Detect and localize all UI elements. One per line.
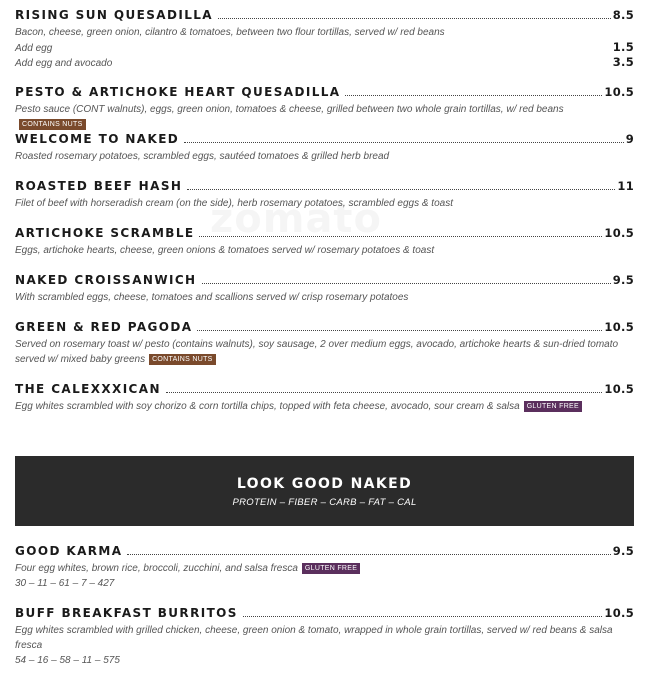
addon-row xyxy=(15,55,634,70)
item-price: 9 xyxy=(625,132,634,146)
banner-subtitle: PROTEIN – FIBER – CARB – FAT – CAL xyxy=(232,497,417,508)
item-description: Bacon, cheese, green onion, cilantro & tomatoes, between two flour tortillas, served w/ red beans xyxy=(15,27,445,38)
menu-item xyxy=(15,8,634,70)
description-text: Egg whites scrambled with soy chorizo & corn tortilla chips, topped with feta cheese, avocado, sour cream & salsa xyxy=(15,401,520,412)
menu-item xyxy=(15,179,634,211)
item-price: 10.5 xyxy=(604,320,634,334)
contains-nuts-badge: CONTAINS NUTS xyxy=(19,119,86,130)
macros-values: 54 – 16 – 58 – 11 – 575 xyxy=(15,655,120,666)
section-banner xyxy=(15,456,634,526)
leader-dots xyxy=(218,17,611,19)
item-price: 9.5 xyxy=(612,273,634,287)
item-description: With scrambled eggs, cheese, tomatoes and scallions served w/ crisp rosemary potatoes xyxy=(15,292,409,303)
item-description: Egg whites scrambled with grilled chicken, cheese, green onion & tomato, wrapped in whole grain tortillas, served w/ red beans & salsa fresca xyxy=(15,625,613,651)
item-price: 8.5 xyxy=(612,8,634,22)
item-name: GREEN & RED PAGODA xyxy=(15,320,193,334)
item-name: ARTICHOKE SCRAMBLE xyxy=(15,226,195,240)
menu-item xyxy=(15,132,634,164)
menu-item xyxy=(15,320,634,367)
item-name: NAKED CROISSANWICH xyxy=(15,273,197,287)
item-description xyxy=(15,561,634,576)
leader-dots xyxy=(127,553,610,555)
item-description: Filet of beef with horseradish cream (on the side), herb rosemary potatoes, scrambled eggs & toast xyxy=(15,198,453,209)
contains-nuts-badge: CONTAINS NUTS xyxy=(149,354,216,365)
item-price: 10.5 xyxy=(604,85,634,99)
leader-dots xyxy=(199,235,602,237)
leader-dots xyxy=(166,391,603,393)
leader-dots xyxy=(345,94,602,96)
item-price: 9.5 xyxy=(612,544,634,558)
banner-title: LOOK GOOD NAKED xyxy=(236,476,413,492)
menu-item xyxy=(15,544,634,592)
addon-row xyxy=(15,40,634,55)
item-name: RISING SUN QUESADILLA xyxy=(15,8,213,22)
gluten-free-badge: GLUTEN FREE xyxy=(302,563,360,574)
menu-item xyxy=(15,226,634,258)
menu-item xyxy=(15,382,634,414)
description-text: Pesto sauce (CONT walnuts), eggs, green onion, tomatoes & cheese, grilled between two whole grain tortillas, w/ red beans xyxy=(15,104,564,115)
leader-dots xyxy=(197,329,602,331)
item-price: 10.5 xyxy=(604,606,634,620)
macros-values: 30 – 11 – 61 – 7 – 427 xyxy=(15,578,115,589)
description-text: Served on rosemary toast w/ pesto (contains walnuts), soy sausage, 2 over medium eggs, avocado, artichoke hearts & sun-dried tomato served w/ mixed baby greens xyxy=(15,339,619,365)
leader-dots xyxy=(202,282,611,284)
item-name: ROASTED BEEF HASH xyxy=(15,179,183,193)
item-price: 10.5 xyxy=(604,226,634,240)
addon-price: 3.5 xyxy=(612,55,634,69)
item-name: WELCOME TO NAKED xyxy=(15,132,180,146)
menu-item xyxy=(15,85,634,132)
addon-label: Add egg xyxy=(15,43,53,54)
addon-label: Add egg and avocado xyxy=(15,58,113,69)
item-description xyxy=(15,337,634,367)
item-description: Eggs, artichoke hearts, cheese, green onions & tomatoes served w/ rosemary potatoes & toast xyxy=(15,245,435,256)
item-name: PESTO & ARTICHOKE HEART QUESADILLA xyxy=(15,85,341,99)
leader-dots xyxy=(184,141,624,143)
item-name: THE CALEXXXICAN xyxy=(15,382,161,396)
item-name: GOOD KARMA xyxy=(15,544,123,558)
item-description xyxy=(15,102,634,132)
item-name: BUFF BREAKFAST BURRITOS xyxy=(15,606,238,620)
menu-item xyxy=(15,606,634,669)
addon-price: 1.5 xyxy=(612,40,634,54)
item-description: Roasted rosemary potatoes, scrambled eggs, sautéed tomatoes & grilled herb bread xyxy=(15,151,390,162)
leader-dots xyxy=(243,615,603,617)
item-price: 10.5 xyxy=(604,382,634,396)
menu-item xyxy=(15,273,634,305)
item-price: 11 xyxy=(617,179,634,193)
gluten-free-badge: GLUTEN FREE xyxy=(524,401,582,412)
description-text: Four egg whites, brown rice, broccoli, zucchini, and salsa fresca xyxy=(15,563,298,574)
leader-dots xyxy=(187,188,615,190)
item-description xyxy=(15,399,634,414)
